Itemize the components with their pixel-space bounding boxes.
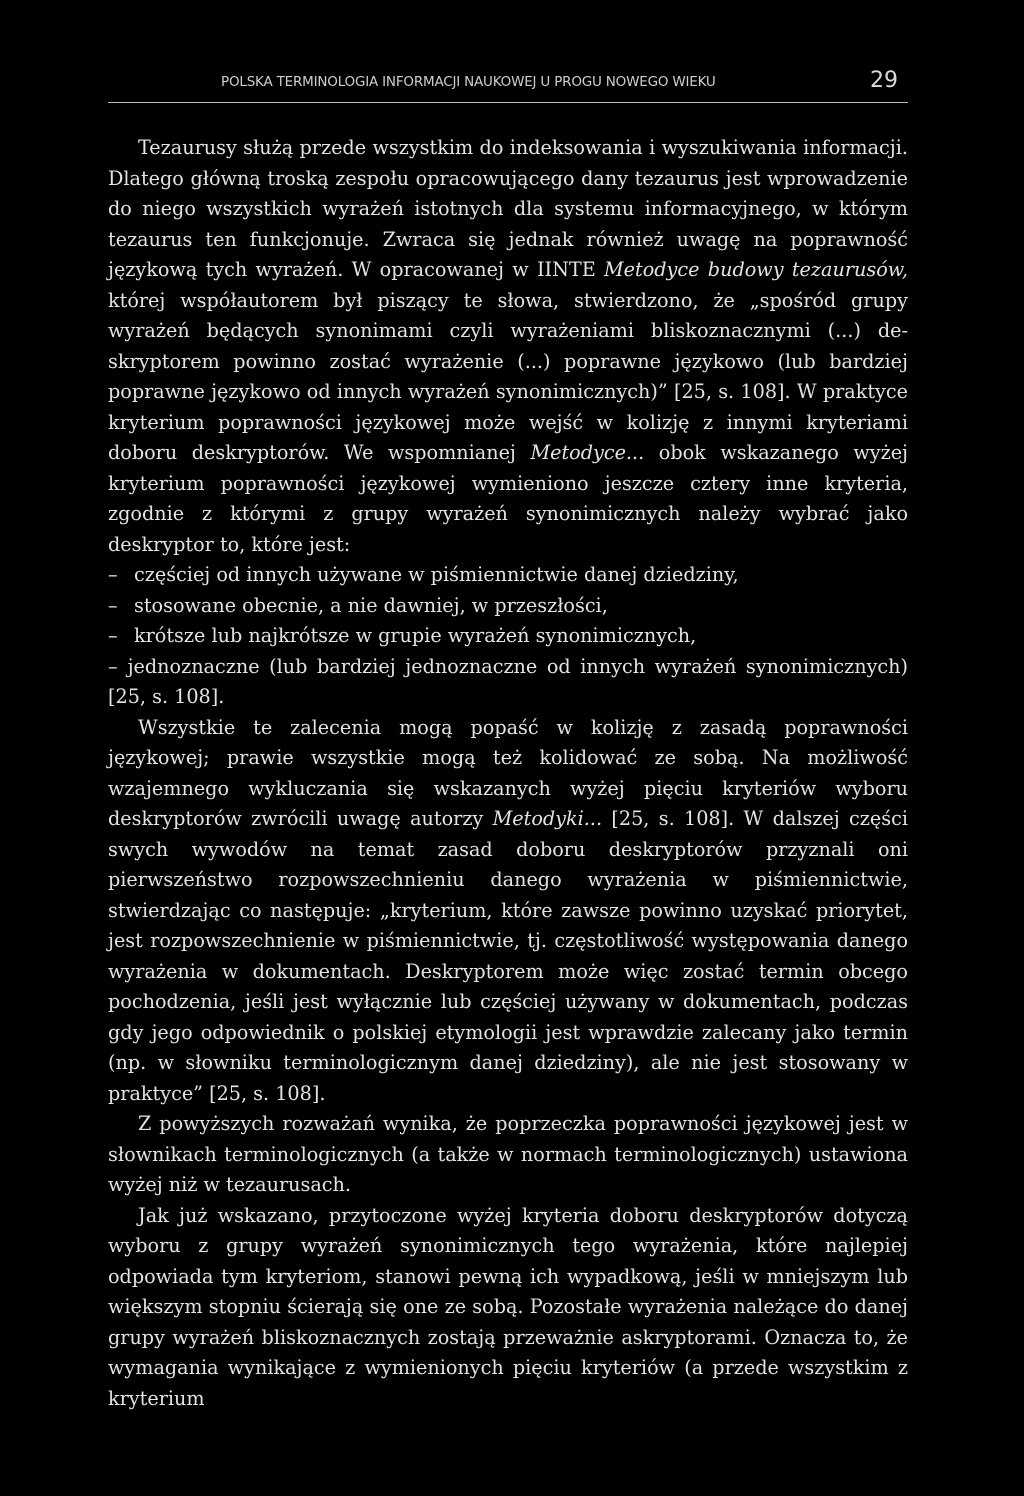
paragraph-4: Jak już wskazano, przytoczone wyżej kryteria doboru deskryptorów dotyczą wyboru z grupy wyrażeń synonimicznych tego wyrażenia, które najlepiej odpowiada tym kryteriom, stanowi pewną ich wypadkową, jeśli w mniejszym lub większym stopniu ścierają się one ze sobą. Pozostałe wyrażenia należące do danej grupy wyrażeń bliskoznacznych zostają przeważnie askryptorami. Oznacza to, że wymagania wynikające z wymienionych pięciu kryteriów (a przede wszystkim z kryterium xyxy=(108,1203,908,1410)
page-header xyxy=(108,62,908,103)
paragraph-1-text-c: obok wskazanego wyżej kryterium poprawności językowej wymieniono jeszcze cztery inne kryteria, zgodnie z którymi z grupy wyrażeń synonimicznych należy wybrać jako deskryptor to, które jest: xyxy=(108,441,909,556)
list-dash: – xyxy=(108,624,118,647)
paragraph-1 xyxy=(108,133,908,560)
paragraph-1-text-a: Tezaurusy służą przede wszystkim do indeksowania i wyszukiwania informacji. Dlatego główną troską zespołu opracowującego dany tezaurus jest wprowadzenie do niego wszystkich wyrażeń istotnych dla systemu informacyjnego, w którym tezaurus ten funkcjonuje. Zwraca się jednak również uwagę na poprawność językową tych wyrażeń. W opracowanej w IINTE xyxy=(108,136,908,281)
paragraph-2-text-b: [25, s. 108]. W dalszej części swych wywodów na temat zasad doboru deskryptorów przyznali oni pierwszeństwo rozpowszechnieniu danego wyrażenia w piśmiennictwie, stwierdzając co następuje: „kryterium, które zawsze powinno uzyskać priorytet, jest rozpowszechnienie w piśmiennictwie, tj. częstotliwość występowania danego wyrażenia w dokumentach. Deskryptorem może więc zostać termin obcego pochodzenia, jeśli jest wyłącznie lub częściej używany w dokumentach, podczas gdy jego odpowiednik o polskiej etymologii jest wprawdzie zalecany jako termin (np. w słowniku terminologicznym danej dziedziny), ale nie jest stosowany w praktyce” [25, s. 108]. xyxy=(108,807,908,1105)
list-item xyxy=(108,560,908,591)
list-item-text: krótsze lub najkrótsze w grupie wyrażeń synonimicznych, xyxy=(134,624,697,647)
page-number: 29 xyxy=(870,68,898,93)
list-item-text: częściej od innych używane w piśmiennictwie danej dziedziny, xyxy=(134,563,739,586)
paragraph-1-title-metodyce: Metodyce... xyxy=(530,441,645,464)
list-item xyxy=(108,652,908,713)
list-dash: – xyxy=(108,563,118,586)
list-item xyxy=(108,591,908,622)
list-dash: – xyxy=(108,593,118,617)
book-page xyxy=(108,62,908,1414)
paragraph-2-text-a: Wszystkie te zalecenia mogą popaść w kolizję z zasadą poprawności językowej; prawie wszystkie mogą też kolidować ze sobą. Na możliwość wzajemnego wykluczania się wskazanych wyżej pięciu kryteriów wyboru deskryptorów zwrócili uwagę autorzy xyxy=(108,715,908,830)
body-text xyxy=(108,133,908,1414)
paragraph-1-text-b: której współautorem był piszący te słowa, stwierdzono, że „spośród grupy wyrażeń będących synonimami czyli wyrażeniami bliskoznacznymi (...) deskryptorem powinno zostać wyrażenie (...) poprawne językowo (lub bardziej poprawne językowo od innych wyrażeń synonimicznych)” [25, s. 108]. W praktyce kryterium poprawności językowej może wejść w kolizję z innymi kryteriami doboru deskryptorów. We wspomnianej xyxy=(108,288,908,464)
criteria-list xyxy=(108,560,908,713)
paragraph-2 xyxy=(108,713,908,1110)
paragraph-1-title-metodyka: Metodyce budowy tezaurusów, xyxy=(604,258,908,281)
running-title: POLSKA TERMINOLOGIA INFORMACJI NAUKOWEJ U PROGU NOWEGO WIEKU xyxy=(221,74,716,90)
list-item xyxy=(108,621,908,652)
paragraph-2-title-metodyki: Metodyki... xyxy=(492,807,603,830)
paragraph-3: Z powyższych rozważań wynika, że poprzeczka poprawności językowej jest w słownikach terminologicznych (a także w normach terminologicznych) ustawiona wyżej niż w tezaurusach. xyxy=(108,1112,908,1196)
list-item-text: jednoznaczne (lub bardziej jednoznaczne od innych wyrażeń synonimicznych) [25, s. 108]. xyxy=(108,654,908,708)
list-dash: – xyxy=(108,654,118,678)
list-item-text: stosowane obecnie, a nie dawniej, w przeszłości, xyxy=(134,593,608,617)
